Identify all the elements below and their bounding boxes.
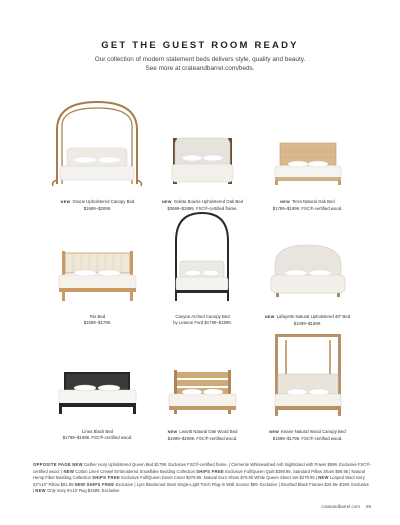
page-footer: [321, 504, 371, 509]
product-caption: [255, 199, 360, 211]
new-badge: NEW: [269, 430, 280, 434]
lafayette-upholstered-bed-image: [255, 211, 360, 303]
new-badge: NEW: [161, 200, 172, 204]
credit-text: Exclusive Full/Queen Duvet Cover $279.95. Natural Euro Sham: [121, 475, 240, 481]
product-grid: [45, 96, 360, 441]
credit-text: Only Ivory 8'x10' Rug $1599. Exclusive.: [47, 488, 121, 494]
product-detail: $1799–$1999. FSC®-certified wood.: [62, 434, 133, 440]
new-badge: NEW: [74, 481, 86, 487]
new-badge: NEW: [280, 200, 290, 204]
product-card-rio[interactable]: [45, 211, 150, 326]
new-badge: NEW: [35, 488, 46, 494]
leavitt-oak-bed-image: [150, 326, 255, 418]
terra-oak-bed-image: [255, 96, 360, 188]
credit-text: $79.95 White Queen Sheet Set $279.95 |: [240, 475, 317, 481]
credit-text: Plug-In Wall Sconce $89. Exclusive | Brushed Black Frames $24.95–$199. Exclusive |: [33, 481, 369, 494]
product-detail: by Leanne Ford $1799–$1999.: [173, 319, 232, 325]
website-url[interactable]: crateandbarrel.com: [321, 504, 360, 509]
page-number: 89: [365, 504, 371, 509]
credit-text: Gather Ivory Upholstered Queen Bed $1799. Exclusive FSC®-certified frame. | Clemente Whitewashed Ash Nightstand with Power $599.: [84, 462, 338, 467]
intro-line-2: See more at crateandbarrel.com/beds.: [145, 64, 255, 72]
keane-canopy-bed-image: [255, 326, 360, 418]
credit-text: Looped Wool Ivory 22"x10" Pillow $61.95: [33, 475, 365, 487]
new-badge: NEW: [63, 468, 75, 474]
product-caption: [255, 429, 360, 441]
product-caption: [255, 314, 360, 326]
intro-line-1: Our collection of modern statement beds delivers style, quality and beauty.: [94, 56, 306, 63]
linea-black-bed-image: [45, 326, 150, 418]
product-card-canyon[interactable]: [150, 211, 255, 326]
product-name: Goleta Boucle Upholstered Oak Bed: [173, 199, 244, 204]
product-detail: $1099–$1599.: [293, 320, 322, 326]
product-caption: [150, 429, 255, 441]
product-caption: [150, 314, 255, 325]
new-badge: NEW: [72, 462, 83, 467]
product-caption: [45, 314, 150, 325]
credit-text: Cotton Linen Crewel Embroidered Snowflake Bedding Collection: [75, 468, 195, 474]
product-card-gracie[interactable]: [45, 96, 150, 211]
new-badge: NEW: [60, 200, 71, 204]
product-name: Keane Natural Wood Canopy Bed: [281, 429, 346, 434]
product-card-goleta[interactable]: [150, 96, 255, 211]
canyon-arched-canopy-bed-image: [150, 211, 255, 303]
page-title: GET THE GUEST ROOM READY: [101, 40, 299, 51]
product-card-terra[interactable]: [255, 96, 360, 211]
product-card-leavitt[interactable]: [150, 326, 255, 441]
product-caption: [45, 199, 150, 211]
opposite-page-credits: [33, 462, 371, 495]
ships-free-badge: SHIPS FREE: [92, 475, 121, 481]
product-detail: $1699–$2099.: [83, 205, 112, 211]
credit-text: Exclusive FSC®-certified wood. |: [33, 462, 371, 474]
product-detail: $1599–$1799.: [83, 319, 112, 325]
new-badge: NEW: [318, 475, 329, 481]
product-card-lafayette[interactable]: [255, 211, 360, 326]
ships-free-badge: SHIPS FREE: [196, 468, 225, 474]
product-name: Leavitt Natural Oak Wood Bed: [179, 429, 238, 434]
product-detail: $2699–$2899. FSC®-certified frame.: [167, 205, 238, 211]
opposite-page-label: OPPOSITE PAGE: [33, 462, 72, 467]
new-badge: NEW: [167, 430, 178, 434]
goleta-boucle-bed-image: [150, 96, 255, 188]
credit-text: Standard Pillow Sham $69.95 | Natural Hemp Fiber Bedding Collection: [33, 468, 366, 481]
credit-text: Exclusive | Lyre Blackened Steel Single-Light Torch: [115, 481, 211, 487]
product-name: Terra Natural Oak Bed: [292, 199, 335, 204]
product-detail: $1799–$1999. FSC®-certified wood.: [272, 205, 343, 211]
product-card-keane[interactable]: [255, 326, 360, 441]
product-detail: $1599–$1799. FSC®-certified wood.: [272, 435, 343, 441]
gracie-canopy-bed-image: [45, 96, 150, 188]
product-name: Gracie Upholstered Canopy Bed: [72, 199, 135, 204]
product-card-linea[interactable]: [45, 326, 150, 441]
rio-bed-image: [45, 211, 150, 303]
product-detail: $1999–$2099. FSC®-certified wood.: [167, 435, 238, 441]
product-name: Lafayette Natural Upholstered 48" Bed: [276, 314, 351, 319]
intro-text: [60, 56, 340, 73]
new-badge: NEW: [264, 315, 275, 319]
product-name: Canyon Arched Canopy Bed: [175, 314, 230, 319]
product-name: Rio Bed: [89, 314, 106, 319]
credit-text: Exclusive Full/Queen Quilt $399.95.: [225, 468, 292, 474]
ships-free-badge: SHIPS FREE: [86, 481, 115, 487]
product-caption: [150, 199, 255, 211]
product-caption: [45, 429, 150, 440]
product-name: Linea Black Bed: [81, 429, 114, 434]
